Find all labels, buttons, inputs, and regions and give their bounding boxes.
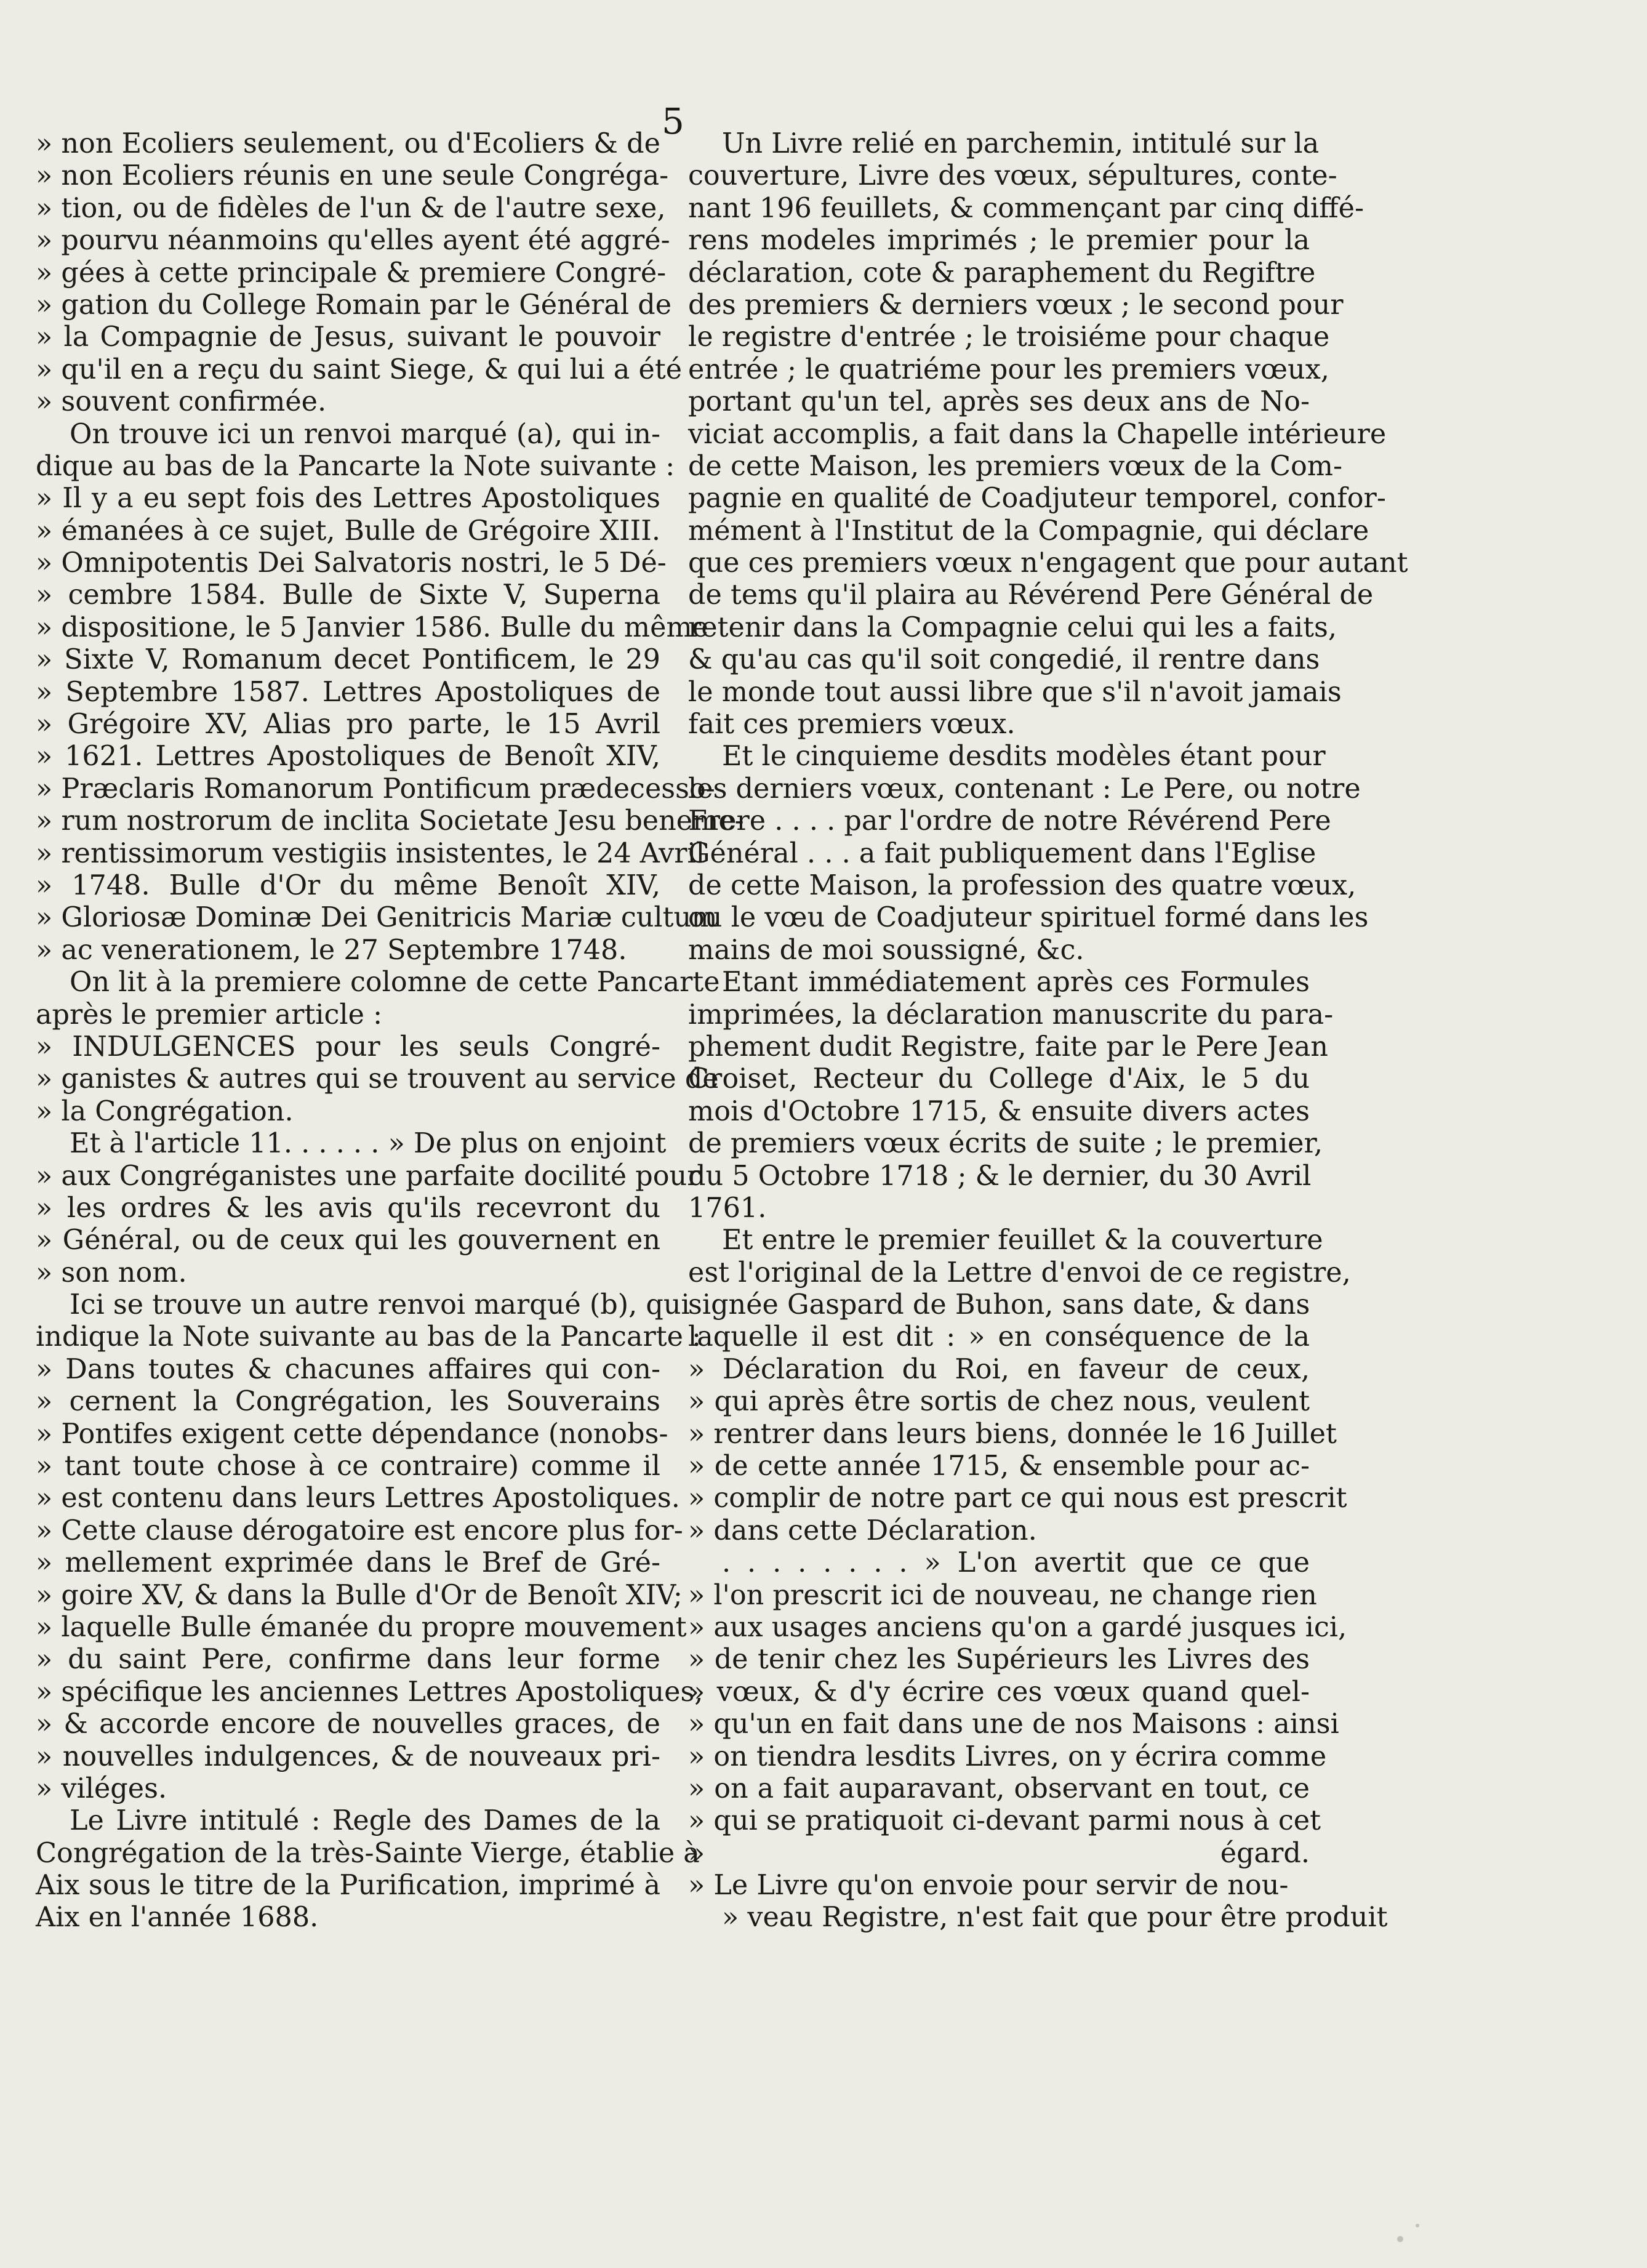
text-line: » on a fait auparavant, observant en tout, ce [688, 1772, 1310, 1804]
text-line: de tems qu'il plaira au Révérend Pere Général de [688, 579, 1374, 611]
text-line: » dispositione, le 5 Janvier 1586. Bulle du même [36, 611, 708, 643]
text-line: » rentrer dans leurs biens, donnée le 16 Juillet [688, 1418, 1337, 1450]
text-line: . . . . . . . . » L'on avertit que ce que [722, 1547, 1310, 1579]
text-line: » Le Livre qu'on envoie pour servir de nou- [688, 1870, 1289, 1902]
text-line: Croiset, Recteur du College d'Aix, le 5 du [688, 1063, 1310, 1095]
text-line: » la Compagnie de Jesus, suivant le pouvoir [36, 321, 660, 353]
text-line: » est contenu dans leurs Lettres Apostoliques. [36, 1482, 680, 1514]
text-line: ou le vœu de Coadjuteur spirituel formé dans les [688, 902, 1369, 934]
text-line: du 5 Octobre 1718 ; & le dernier, du 30 Avril [688, 1160, 1312, 1192]
text-line: & qu'au cas qu'il soit congedié, il rentre dans [688, 644, 1320, 676]
text-line: » Dans toutes & chacunes affaires qui con- [36, 1353, 660, 1385]
text-line: fait ces premiers vœux. [688, 709, 1016, 741]
text-line: pagnie en qualité de Coadjuteur temporel, confor- [688, 483, 1386, 515]
text-line: Congrégation de la très-Sainte Vierge, établie à [36, 1837, 700, 1869]
text-line: » mellement exprimée dans le Bref de Gré- [36, 1547, 660, 1579]
text-line: » non Ecoliers réunis en une seule Congréga- [36, 160, 669, 192]
text-line: » on tiendra lesdits Livres, on y écrira comme [688, 1740, 1327, 1772]
text-line: » Grégoire XV, Alias pro parte, le 15 Avril [36, 709, 660, 741]
text-line: les derniers vœux, contenant : Le Pere, ou notre [688, 773, 1361, 805]
text-line: le registre d'entrée ; le troisiéme pour chaque [688, 321, 1330, 353]
text-line: » spécifique les anciennes Lettres Apostoliques, [36, 1676, 703, 1708]
text-line: mois d'Octobre 1715, & ensuite divers actes [688, 1095, 1310, 1127]
text-line: » Général, ou de ceux qui les gouvernent en [36, 1224, 660, 1257]
text-line: » qui se pratiquoit ci-devant parmi nous à cet [688, 1805, 1321, 1837]
text-line: Etant immédiatement après ces Formules [722, 967, 1310, 999]
text-line: » Il y a eu sept fois des Lettres Apostoliques [36, 483, 660, 515]
text-line: déclaration, cote & paraphement du Regiftre [688, 257, 1316, 289]
text-line: » Cette clause dérogatoire est encore plus for- [36, 1514, 683, 1546]
text-line: de cette Maison, la profession des quatre vœux, [688, 869, 1356, 901]
text-line: On trouve ici un renvoi marqué (a), qui in- [70, 418, 660, 450]
text-line: nant 196 feuillets, & commençant par cinq diffé- [688, 192, 1364, 224]
text-line: » du saint Pere, confirme dans leur forme [36, 1644, 660, 1676]
text-line: » nouvelles indulgences, & de nouveaux pri- [36, 1740, 660, 1772]
text-line: » gées à cette principale & premiere Congré- [36, 257, 667, 289]
text-line: » & accorde encore de nouvelles graces, de [36, 1708, 660, 1740]
paper-speck [1397, 2236, 1403, 2242]
text-line: » cernent la Congrégation, les Souverains [36, 1386, 660, 1418]
text-line: Général . . . a fait publiquement dans l'Eglise [688, 837, 1316, 869]
text-line: le monde tout aussi libre que s'il n'avoit jamais [688, 676, 1342, 708]
text-line: » goire XV, & dans la Bulle d'Or de Benoît XIV; [36, 1579, 683, 1611]
text-line: Un Livre relié en parchemin, intitulé sur la [722, 128, 1320, 159]
text-line: mément à l'Institut de la Compagnie, qui déclare [688, 515, 1369, 547]
page-number: 5 [662, 100, 684, 142]
text-line: » ganistes & autres qui se trouvent au service de [36, 1063, 719, 1095]
text-line: » aux Congréganistes une parfaite docilité pour [36, 1160, 700, 1192]
text-line: » Déclaration du Roi, en faveur de ceux, [688, 1353, 1310, 1385]
text-line: couverture, Livre des vœux, sépultures, conte- [688, 160, 1337, 192]
text-line: » rum nostrorum de inclita Societate Jesu beneme- [36, 805, 744, 837]
text-line: dique au bas de la Pancarte la Note suivante : [36, 450, 675, 482]
text-line: que ces premiers vœux n'engagent que pour autant [688, 547, 1408, 579]
text-line: Frere . . . . par l'ordre de notre Révérend Pere [688, 805, 1331, 837]
text-line: » la Congrégation. [36, 1095, 294, 1127]
text-line: » rentissimorum vestigiis insistentes, le 24 Avril [36, 837, 705, 869]
text-line: rens modeles imprimés ; le premier pour la [688, 225, 1310, 257]
text-line: » dans cette Déclaration. [688, 1514, 1037, 1546]
text-line: Et le cinquieme desdits modèles étant pour [722, 741, 1326, 773]
text-line: » pourvu néanmoins qu'elles ayent été aggré- [36, 225, 670, 257]
text-line: » veau Registre, n'est fait que pour être produit [722, 1902, 1388, 1934]
text-line: » viléges. [36, 1772, 167, 1804]
text-line: » tion, ou de fidèles de l'un & de l'autre sexe, [36, 192, 666, 224]
text-line: » ac venerationem, le 27 Septembre 1748. [36, 934, 627, 966]
text-line: Aix sous le titre de la Purification, imprimé à [36, 1870, 660, 1902]
text-line: » de tenir chez les Supérieurs les Livres des [688, 1644, 1310, 1676]
text-line: mains de moi soussigné, &c. [688, 934, 1084, 966]
text-line: » vœux, & d'y écrire ces vœux quand quel- [688, 1676, 1310, 1708]
text-line: Et entre le premier feuillet & la couverture [722, 1224, 1323, 1257]
text-line: » l'on prescrit ici de nouveau, ne change rien [688, 1579, 1317, 1611]
text-line: portant qu'un tel, après ses deux ans de No- [688, 386, 1310, 418]
right-column [688, 128, 1408, 1934]
text-line: » aux usages anciens qu'on a gardé jusques ici, [688, 1611, 1347, 1643]
text-line: » égard. [688, 1837, 1310, 1869]
text-line: entrée ; le quatriéme pour les premiers vœux, [688, 353, 1329, 385]
text-line: » 1748. Bulle d'Or du même Benoît XIV, [36, 869, 660, 901]
paper-speck [1416, 2224, 1419, 2227]
text-line: de cette Maison, les premiers vœux de la Com- [688, 450, 1343, 482]
text-line: » laquelle Bulle émanée du propre mouvement [36, 1611, 687, 1643]
text-line: Ici se trouve un autre renvoi marqué (b), qui [70, 1289, 690, 1321]
text-line: indique la Note suivante au bas de la Pancarte : [36, 1321, 702, 1353]
text-line: » 1621. Lettres Apostoliques de Benoît XIV, [36, 741, 660, 773]
text-line: » Præclaris Romanorum Pontificum prædecesso- [36, 773, 715, 805]
text-line: » les ordres & les avis qu'ils recevront du [36, 1192, 660, 1224]
text-line: » Pontifes exigent cette dépendance (nonobs- [36, 1418, 668, 1450]
text-line: » cembre 1584. Bulle de Sixte V, Superna [36, 579, 660, 611]
text-line: » Omnipotentis Dei Salvatoris nostri, le 5 Dé- [36, 547, 667, 579]
text-line: » complir de notre part ce qui nous est prescrit [688, 1482, 1347, 1514]
text-line: » souvent confirmée. [36, 386, 327, 418]
text-line: » qu'un en fait dans une de nos Maisons : ainsi [688, 1708, 1339, 1740]
text-line: 1761. [688, 1192, 767, 1224]
text-line: retenir dans la Compagnie celui qui les a faits, [688, 611, 1337, 643]
text-line: laquelle il est dit : » en conséquence de la [688, 1321, 1310, 1353]
text-line: » de cette année 1715, & ensemble pour ac- [688, 1450, 1310, 1482]
text-line: » INDULGENCES pour les seuls Congré- [36, 1031, 660, 1063]
text-line: » Sixte V, Romanum decet Pontificem, le 29 [36, 644, 660, 676]
text-line: Aix en l'année 1688. [36, 1902, 319, 1934]
text-line: » qu'il en a reçu du saint Siege, & qui lui a été [36, 353, 683, 385]
text-line: » émanées à ce sujet, Bulle de Grégoire XIII. [36, 515, 660, 547]
text-line: phement dudit Registre, faite par le Pere Jean [688, 1031, 1328, 1063]
text-line: après le premier article : [36, 999, 383, 1031]
text-line: » qui après être sortis de chez nous, veulent [688, 1386, 1310, 1418]
text-line: » Septembre 1587. Lettres Apostoliques de [36, 676, 660, 708]
text-line: est l'original de la Lettre d'envoi de ce registre, [688, 1257, 1351, 1289]
text-line: des premiers & derniers vœux ; le second pour [688, 289, 1344, 321]
text-line: Le Livre intitulé : Regle des Dames de la [70, 1805, 660, 1837]
text-line: On lit à la premiere colomne de cette Pancarte [70, 967, 720, 999]
text-line: de premiers vœux écrits de suite ; le premier, [688, 1128, 1323, 1160]
text-line: » non Ecoliers seulement, ou d'Ecoliers & de [36, 128, 660, 159]
text-line: » tant toute chose à ce contraire) comme il [36, 1450, 660, 1482]
text-line: » gation du College Romain par le Général de [36, 289, 672, 321]
text-line: Et à l'article 11. . . . . . » De plus on enjoint [70, 1128, 667, 1160]
text-line: imprimées, la déclaration manuscrite du para- [688, 999, 1334, 1031]
text-line: » son nom. [36, 1257, 187, 1289]
text-line: viciat accomplis, a fait dans la Chapelle intérieure [688, 418, 1387, 450]
text-line: signée Gaspard de Buhon, sans date, & dans [688, 1289, 1310, 1321]
text-line: » Gloriosæ Dominæ Dei Genitricis Mariæ cultum [36, 902, 718, 934]
